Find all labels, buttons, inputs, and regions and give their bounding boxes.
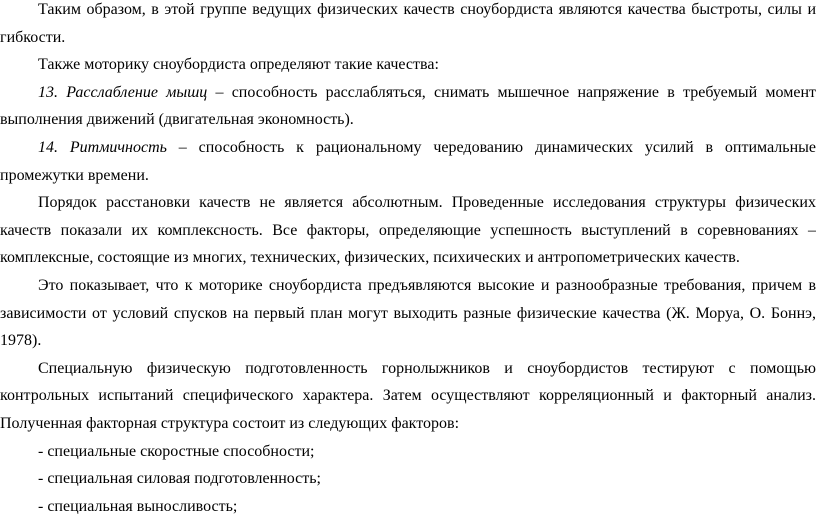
paragraph-order (0, 189, 816, 272)
paragraph-text: Также моторику сноубордиста определяют такие качества: (38, 56, 439, 74)
list-item: - специальная выносливость; (38, 497, 238, 515)
paragraph-summary (0, 0, 816, 51)
paragraph-testing (0, 355, 816, 438)
paragraph-intro (0, 51, 816, 79)
term-rhythm: 14. Ритмичность (38, 138, 167, 156)
paragraph-rhythm (0, 134, 816, 189)
paragraph-text: Таким образом, в этой группе ведущих физических качеств сноубордиста являются качества быстроты, силы и гибкости. (0, 1, 816, 46)
paragraph-text: – способность расслабляться, снимать мышечное напряжение в требуемый момент выполнения движений (двигательная экономность). (0, 83, 816, 129)
paragraph-text: Это показывает, что к моторике сноубордиста предъявляются высокие и разнообразные требования, причем в зависимости от условий спусков на первый план могут выходить разные физические качества (Ж. Моруа, О. Боннэ, 1978). (0, 276, 816, 350)
paragraph-text: – способность к рациональному чередованию динамических усилий в оптимальные промежутки времени. (0, 138, 816, 184)
paragraph-relaxation (0, 79, 816, 134)
list-item: - специальные скоростные способности; (38, 442, 315, 460)
list-item: - специальная силовая подготовленность; (38, 470, 321, 488)
term-relaxation: 13. Расслабление мышц (38, 83, 208, 101)
paragraph-requirements (0, 272, 816, 355)
paragraph-text: Порядок расстановки качеств не является абсолютным. Проведенные исследования структуры физических качеств показали их комплексность. Все факторы, определяющие успешность выступлений в соревнованиях – комплексные, состоящие из многих, технических, физических, психических и антропометрических качеств. (0, 194, 816, 267)
paragraph-text: Специальную физическую подготовленность горнолыжников и сноубордистов тестируют с помощью контрольных испытаний специфического характера. Затем осуществляют корреляционный и факторный анализ. Полученная факторная структура состоит из следующих факторов: (0, 359, 816, 432)
